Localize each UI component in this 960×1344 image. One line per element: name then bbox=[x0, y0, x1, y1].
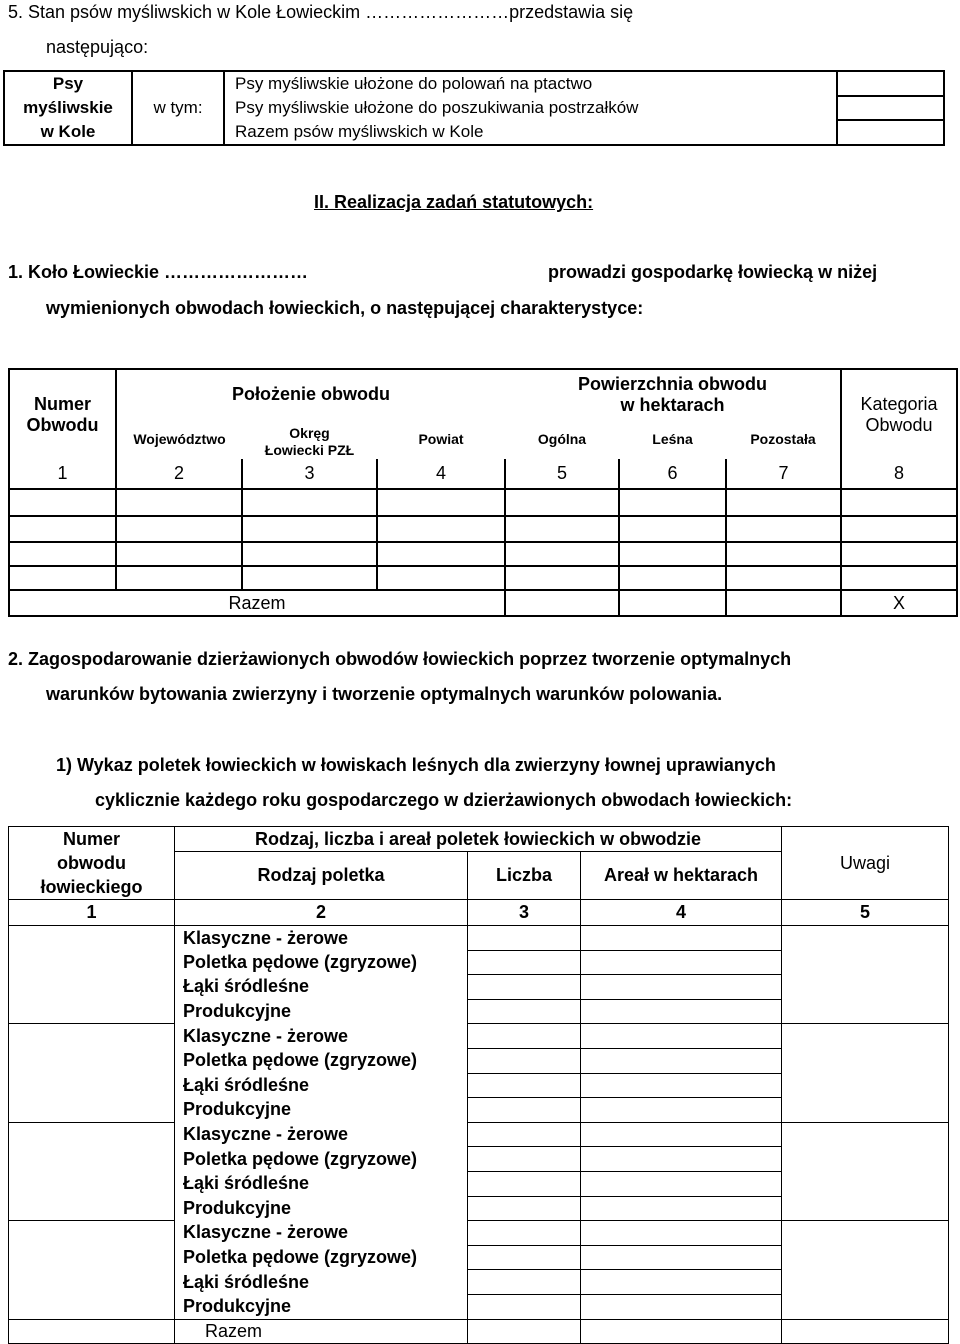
field-area bbox=[581, 1171, 782, 1196]
field-area bbox=[581, 1196, 782, 1221]
razem-value bbox=[619, 590, 726, 616]
field-row bbox=[9, 1245, 949, 1270]
obwod-number-cell bbox=[9, 975, 175, 1000]
field-row bbox=[9, 1196, 949, 1221]
col-number-label: 5 bbox=[556, 463, 567, 483]
header-numer-line: Numer bbox=[33, 393, 91, 414]
field-count bbox=[468, 1196, 581, 1221]
razem-value bbox=[505, 590, 619, 616]
dogs-row-label: Psy myśliwskie ułożone do polowań na ptactwo bbox=[235, 74, 593, 93]
header-areal-label: Areał w hektarach bbox=[603, 865, 759, 885]
razem-label: Razem bbox=[228, 592, 286, 613]
header-numer-obwodu-line: łowieckiego bbox=[40, 877, 143, 897]
field-row bbox=[9, 999, 949, 1024]
razem-value bbox=[468, 1319, 581, 1343]
dogs-label-line: myśliwskie bbox=[23, 98, 113, 117]
field-count bbox=[468, 1147, 581, 1172]
field-row bbox=[9, 1147, 949, 1172]
header-powierzchnia bbox=[505, 369, 841, 419]
field-notes bbox=[782, 1073, 949, 1098]
col-number-label: 4 bbox=[435, 463, 446, 483]
sub-pozostala bbox=[726, 419, 841, 459]
fields-razem-label: Razem bbox=[205, 1320, 263, 1341]
header-kategoria bbox=[841, 369, 957, 459]
field-notes bbox=[782, 926, 949, 951]
obwod-number-cell bbox=[9, 1122, 175, 1147]
field-type: Łąki śródleśne bbox=[175, 1171, 468, 1196]
dogs-table bbox=[3, 70, 945, 146]
sub-okreg-line: Łowiecki PZŁ bbox=[264, 442, 355, 458]
col-number bbox=[377, 459, 505, 489]
dogs-row-value bbox=[837, 71, 944, 96]
sub-powiat-label: Powiat bbox=[418, 431, 464, 447]
field-area bbox=[581, 926, 782, 951]
field-notes bbox=[782, 1171, 949, 1196]
field-type: Poletka pędowe (zgryzowe) bbox=[175, 1048, 468, 1073]
field-row bbox=[9, 975, 949, 1000]
header-polozenie-label: Położenie obwodu bbox=[232, 384, 390, 404]
sub-1-line-2: cyklicznie każdego roku gospodarczego w dzierżawionych obwodach łowieckich: bbox=[95, 790, 793, 810]
sub-wojewodztwo bbox=[116, 419, 242, 459]
col-number-label: 6 bbox=[667, 463, 678, 483]
sub-lesna-label: Leśna bbox=[652, 431, 693, 447]
col-number bbox=[619, 459, 726, 489]
header-areal bbox=[581, 852, 782, 900]
obwod-number-cell bbox=[9, 1048, 175, 1073]
item-2-line-2: warunków bytowania zwierzyny i tworzenie optymalnych warunków polowania. bbox=[46, 684, 723, 704]
header-uwagi-label: Uwagi bbox=[840, 852, 891, 873]
razem-value bbox=[782, 1319, 949, 1343]
field-type: Produkcyjne bbox=[175, 1196, 468, 1221]
fields-table bbox=[8, 826, 949, 1344]
field-area bbox=[581, 1294, 782, 1319]
in-that-label: w tym: bbox=[153, 98, 203, 117]
field-row bbox=[9, 1073, 949, 1098]
sub-powiat bbox=[377, 419, 505, 459]
field-notes bbox=[782, 1221, 949, 1246]
header-numer-obwodu-line: obwodu bbox=[57, 853, 126, 873]
field-type: Łąki śródleśne bbox=[175, 975, 468, 1000]
x-label: X bbox=[893, 592, 906, 613]
dogs-row bbox=[224, 71, 837, 96]
sub-ogolna bbox=[505, 419, 619, 459]
field-area bbox=[581, 1245, 782, 1270]
col-number-label: 2 bbox=[315, 902, 326, 922]
field-type: Klasyczne - żerowe bbox=[175, 1024, 468, 1049]
dogs-row-label: Razem psów myśliwskich w Kole bbox=[235, 122, 484, 141]
field-count bbox=[468, 1245, 581, 1270]
field-count bbox=[468, 1098, 581, 1123]
field-area bbox=[581, 950, 782, 975]
razem-value bbox=[581, 1319, 782, 1343]
header-powierzchnia-line: w hektarach bbox=[620, 394, 725, 415]
field-area bbox=[581, 1122, 782, 1147]
obwod-number-cell bbox=[9, 926, 175, 951]
field-area bbox=[581, 1024, 782, 1049]
field-type: Poletka pędowe (zgryzowe) bbox=[175, 1245, 468, 1270]
field-row bbox=[9, 950, 949, 975]
obwod-number-cell bbox=[9, 1024, 175, 1049]
field-area bbox=[581, 1147, 782, 1172]
districts-table bbox=[8, 368, 958, 617]
col-number bbox=[9, 900, 175, 926]
header-rodzaj-liczba-areal bbox=[175, 827, 782, 852]
obwod-number-cell bbox=[9, 1147, 175, 1172]
field-count bbox=[468, 1221, 581, 1246]
field-notes bbox=[782, 1245, 949, 1270]
sub-lesna bbox=[619, 419, 726, 459]
heading-ii: II. Realizacja zadań statutowych: bbox=[314, 192, 594, 212]
col-number-label: 8 bbox=[894, 463, 905, 483]
item-2-line-1: 2. Zagospodarowanie dzierżawionych obwodów łowieckich poprzez tworzenie optymalnych bbox=[8, 649, 792, 669]
item-1-line-1a: 1. Koło Łowieckie …………………… bbox=[8, 262, 309, 282]
header-liczba bbox=[468, 852, 581, 900]
header-powierzchnia-line: Powierzchnia obwodu bbox=[578, 373, 768, 394]
field-count bbox=[468, 1171, 581, 1196]
empty-row bbox=[9, 566, 957, 590]
col-number bbox=[242, 459, 377, 489]
razem-value bbox=[726, 590, 841, 616]
field-row bbox=[9, 1098, 949, 1123]
field-count bbox=[468, 1270, 581, 1295]
dogs-label-line: w Kole bbox=[40, 122, 96, 141]
field-notes bbox=[782, 1024, 949, 1049]
field-type: Klasyczne - żerowe bbox=[175, 1221, 468, 1246]
field-count bbox=[468, 1024, 581, 1049]
col-number-label: 7 bbox=[778, 463, 789, 483]
field-count bbox=[468, 950, 581, 975]
section-5-line-2: następująco: bbox=[46, 37, 149, 57]
header-rodzaj-liczba-areal-label: Rodzaj, liczba i areał poletek łowieckich w obwodzie bbox=[254, 828, 702, 849]
col-number-label: 5 bbox=[860, 902, 871, 922]
col-number-label: 3 bbox=[304, 463, 315, 483]
field-notes bbox=[782, 1270, 949, 1295]
field-row bbox=[9, 926, 949, 951]
x-cell bbox=[841, 590, 957, 616]
empty-row bbox=[9, 542, 957, 566]
dogs-label-line: Psy bbox=[52, 74, 84, 93]
field-row bbox=[9, 1122, 949, 1147]
item-1-line-1b: prowadzi gospodarkę łowiecką w niżej bbox=[548, 262, 878, 282]
header-uwagi bbox=[782, 827, 949, 900]
field-type: Klasyczne - żerowe bbox=[175, 1122, 468, 1147]
field-type: Produkcyjne bbox=[175, 999, 468, 1024]
col-number bbox=[505, 459, 619, 489]
field-row bbox=[9, 1270, 949, 1295]
field-area bbox=[581, 999, 782, 1024]
field-area bbox=[581, 1048, 782, 1073]
col-number-label: 4 bbox=[676, 902, 687, 922]
field-type: Łąki śródleśne bbox=[175, 1270, 468, 1295]
col-number-label: 1 bbox=[86, 902, 97, 922]
col-number-label: 1 bbox=[57, 463, 68, 483]
header-kategoria-line: Kategoria bbox=[860, 393, 938, 414]
dogs-row-value bbox=[837, 96, 944, 120]
field-notes bbox=[782, 999, 949, 1024]
field-notes bbox=[782, 1122, 949, 1147]
obwod-number-cell bbox=[9, 1270, 175, 1295]
field-notes bbox=[782, 1147, 949, 1172]
sub-wojewodztwo-label: Województwo bbox=[133, 431, 226, 447]
dogs-label-cell bbox=[4, 71, 132, 145]
col-number bbox=[116, 459, 242, 489]
field-notes bbox=[782, 975, 949, 1000]
dogs-row bbox=[224, 120, 837, 145]
razem-spacer bbox=[9, 1319, 175, 1343]
col-number bbox=[782, 900, 949, 926]
header-kategoria-line: Obwodu bbox=[865, 414, 933, 435]
field-area bbox=[581, 1073, 782, 1098]
obwod-number-cell bbox=[9, 999, 175, 1024]
fields-razem-cell bbox=[175, 1319, 468, 1343]
field-area bbox=[581, 1221, 782, 1246]
obwod-number-cell bbox=[9, 950, 175, 975]
field-area bbox=[581, 1098, 782, 1123]
field-count bbox=[468, 1048, 581, 1073]
sub-okreg-line: Okręg bbox=[289, 425, 330, 441]
field-row bbox=[9, 1294, 949, 1319]
field-type: Łąki śródleśne bbox=[175, 1073, 468, 1098]
field-count bbox=[468, 975, 581, 1000]
field-notes bbox=[782, 950, 949, 975]
col-number bbox=[726, 459, 841, 489]
razem-cell bbox=[9, 590, 505, 616]
header-numer-obwodu-line: Numer bbox=[62, 829, 120, 849]
field-notes bbox=[782, 1294, 949, 1319]
field-notes bbox=[782, 1048, 949, 1073]
field-count bbox=[468, 1073, 581, 1098]
field-type: Produkcyjne bbox=[175, 1098, 468, 1123]
col-number bbox=[841, 459, 957, 489]
field-count bbox=[468, 1294, 581, 1319]
obwod-number-cell bbox=[9, 1221, 175, 1246]
field-notes bbox=[782, 1098, 949, 1123]
obwod-number-cell bbox=[9, 1098, 175, 1123]
dogs-row bbox=[224, 96, 837, 120]
col-number bbox=[175, 900, 468, 926]
header-rodzaj-poletka-label: Rodzaj poletka bbox=[257, 865, 385, 885]
col-number bbox=[468, 900, 581, 926]
obwod-number-cell bbox=[9, 1171, 175, 1196]
field-count bbox=[468, 999, 581, 1024]
sub-okreg bbox=[242, 419, 377, 459]
field-row bbox=[9, 1024, 949, 1049]
empty-row bbox=[9, 489, 957, 516]
obwod-number-cell bbox=[9, 1073, 175, 1098]
field-notes bbox=[782, 1196, 949, 1221]
dogs-row-label: Psy myśliwskie ułożone do poszukiwania postrzałków bbox=[235, 98, 639, 117]
col-number-label: 2 bbox=[173, 463, 184, 483]
item-1-line-2: wymienionych obwodach łowieckich, o następującej charakterystyce: bbox=[46, 298, 644, 318]
field-row bbox=[9, 1171, 949, 1196]
in-that-cell bbox=[132, 71, 224, 145]
sub-ogolna-label: Ogólna bbox=[537, 431, 587, 447]
header-numer-obwodu bbox=[9, 827, 175, 900]
field-count bbox=[468, 1122, 581, 1147]
col-number bbox=[581, 900, 782, 926]
header-rodzaj-poletka bbox=[175, 852, 468, 900]
sub-pozostala-label: Pozostała bbox=[750, 431, 816, 447]
field-type: Produkcyjne bbox=[175, 1294, 468, 1319]
col-number bbox=[9, 459, 116, 489]
section-5-line-1: 5. Stan psów myśliwskich w Kole Łowieckim ……………………przedstawia się bbox=[8, 2, 634, 22]
col-number-label: 3 bbox=[518, 902, 529, 922]
field-type: Poletka pędowe (zgryzowe) bbox=[175, 1147, 468, 1172]
obwod-number-cell bbox=[9, 1196, 175, 1221]
header-polozenie bbox=[116, 369, 505, 419]
field-type: Klasyczne - żerowe bbox=[175, 926, 468, 951]
empty-row bbox=[9, 516, 957, 542]
dogs-row-value bbox=[837, 120, 944, 145]
header-liczba-label: Liczba bbox=[495, 865, 552, 885]
field-row bbox=[9, 1221, 949, 1246]
obwod-number-cell bbox=[9, 1245, 175, 1270]
obwod-number-cell bbox=[9, 1294, 175, 1319]
field-area bbox=[581, 1270, 782, 1295]
field-count bbox=[468, 926, 581, 951]
header-numer-line: Obwodu bbox=[26, 414, 99, 435]
sub-1-line-1: 1) Wykaz poletek łowieckich w łowiskach leśnych dla zwierzyny łownej uprawianych bbox=[56, 755, 776, 775]
field-area bbox=[581, 975, 782, 1000]
field-row bbox=[9, 1048, 949, 1073]
field-type: Poletka pędowe (zgryzowe) bbox=[175, 950, 468, 975]
header-numer bbox=[9, 369, 116, 459]
